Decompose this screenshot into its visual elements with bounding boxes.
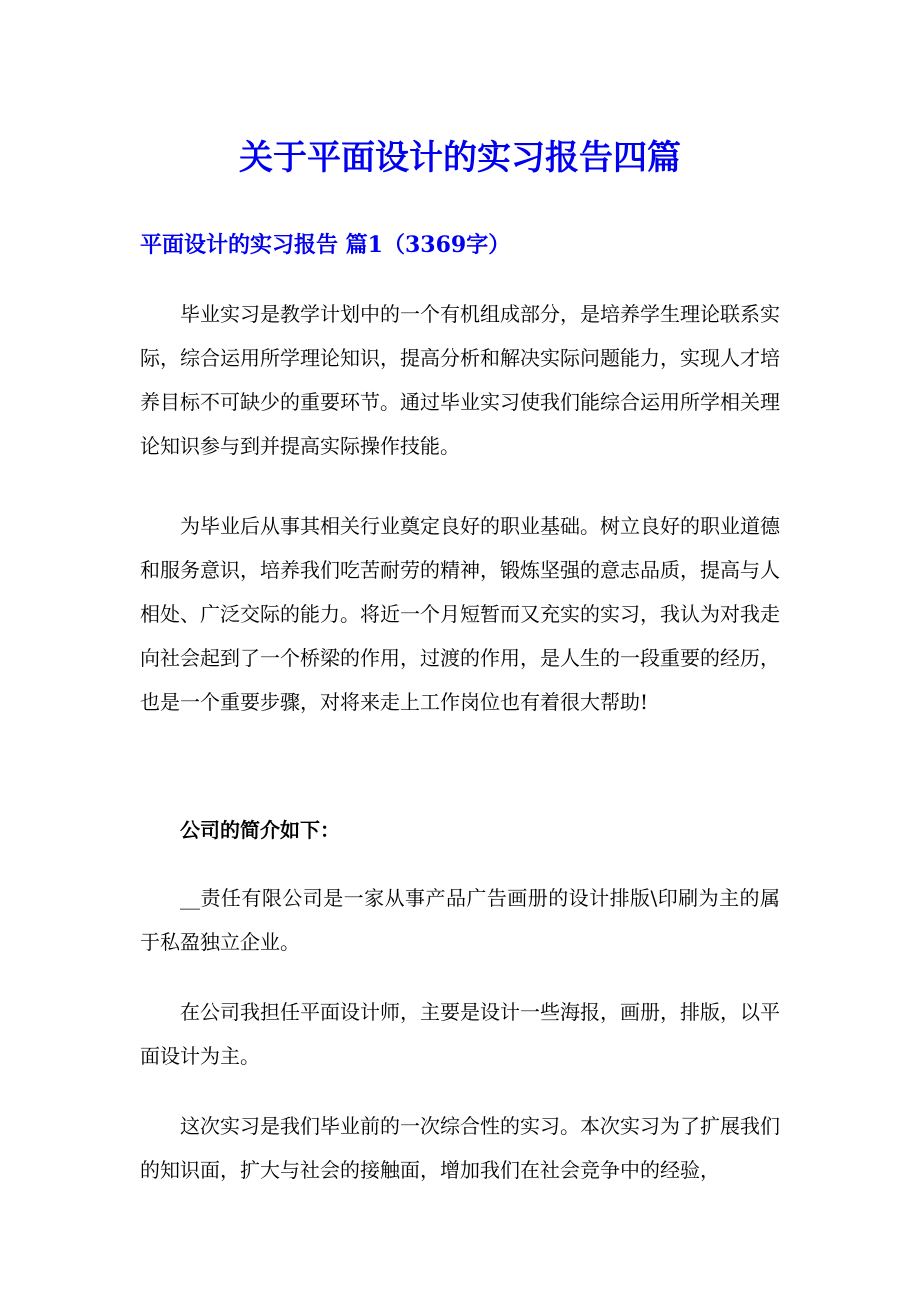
paragraph-company-description: __责任有限公司是一家从事产品广告画册的设计排版\印刷为主的属于私盈独立企业。 — [140, 886, 780, 954]
document-title: 关于平面设计的实习报告四篇 — [239, 138, 681, 178]
paragraph-internship-purpose: 毕业实习是教学计划中的一个有机组成部分，是培养学生理论联系实际，综合运用所学理论知识，提高分析和解决实际问题能力，实现人才培养目标不可缺少的重要环节。通过毕业实习使我们能综合运用所学相关理论知识参与到并提高实际操作技能。 — [140, 302, 780, 458]
section-heading: 平面设计的实习报告 篇1（3369字） — [140, 232, 511, 258]
paragraph-internship-summary: 这次实习是我们毕业前的一次综合性的实习。本次实习为了扩展我们的知识面，扩大与社会的接触面，增加我们在社会竞争中的经验， — [140, 1114, 780, 1182]
paragraph-career-foundation: 为毕业后从事其相关行业奠定良好的职业基础。树立良好的职业道德和服务意识，培养我们吃苦耐劳的精神，锻炼坚强的意志品质，提高与人相处、广泛交际的能力。将近一个月短暂而又充实的实习，我认为对我走向社会起到了一个桥梁的作用，过渡的作用，是人生的一段重要的经历，也是一个重要步骤，对将来走上工作岗位也有着很大帮助! — [140, 514, 780, 714]
paragraph-company-intro-label: 公司的简介如下： — [180, 818, 340, 842]
paragraph-role: 在公司我担任平面设计师，主要是设计一些海报，画册，排版，以平面设计为主。 — [140, 1000, 780, 1068]
